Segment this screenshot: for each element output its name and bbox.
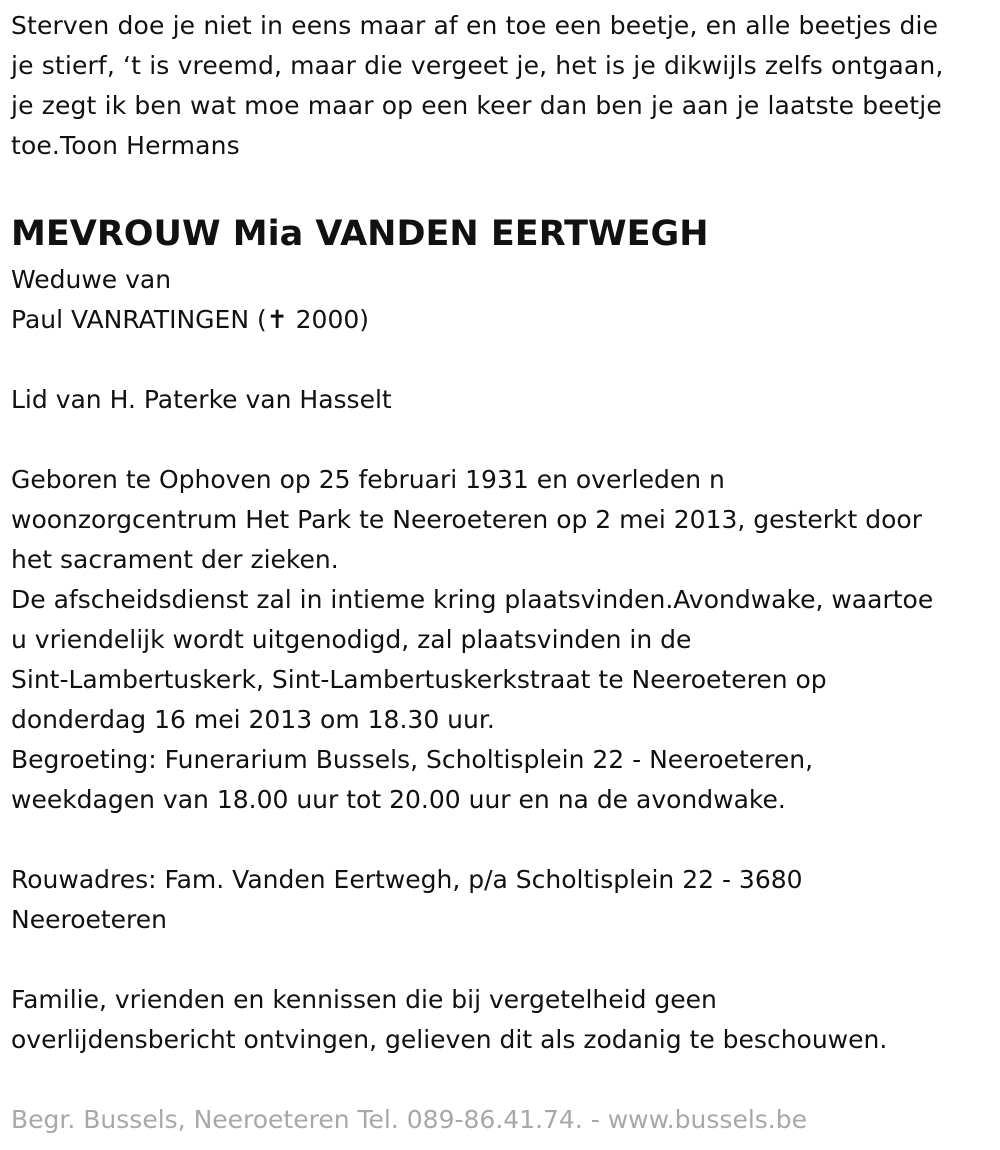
details-line: u vriendelijk wordt uitgenodigd, zal plaatsvinden in de — [11, 625, 692, 654]
address-line: Neeroeteren — [11, 905, 168, 934]
details-line: Begroeting: Funerarium Bussels, Scholtisplein 22 - Neeroeteren, — [11, 745, 814, 774]
notice-line: overlijdensbericht ontvingen, gelieven dit als zodanig te beschouwen. — [11, 1025, 888, 1054]
address-line: Rouwadres: Fam. Vanden Eertwegh, p/a Scholtisplein 22 - 3680 — [11, 865, 803, 894]
details-line: woonzorgcentrum Het Park te Neeroeteren op 2 mei 2013, gesterkt door — [11, 505, 922, 534]
details-line: Sint-Lambertuskerk, Sint-Lambertuskerkstraat te Neeroeteren op — [11, 665, 827, 694]
details-line: De afscheidsdienst zal in intieme kring plaatsvinden.Avondwake, waartoe — [11, 585, 934, 614]
notice-block — [11, 980, 991, 1060]
deceased-name: MEVROUW Mia VANDEN EERTWEGH — [11, 214, 709, 254]
address-block — [11, 860, 991, 940]
spouse-name: Paul VANRATINGEN (✝ 2000) — [11, 305, 370, 334]
footer-contact: Begr. Bussels, Neeroeteren Tel. 089-86.41.74. - www.bussels.be — [11, 1105, 807, 1134]
details-line: het sacrament der zieken. — [11, 545, 339, 574]
obituary-document — [11, 6, 991, 1140]
quote-line: Sterven doe je niet in eens maar af en toe een beetje, en alle beetjes die — [11, 11, 939, 40]
details-line: weekdagen van 18.00 uur tot 20.00 uur en na de avondwake. — [11, 785, 786, 814]
quote-line: toe.Toon Hermans — [11, 131, 240, 160]
details-line: donderdag 16 mei 2013 om 18.30 uur. — [11, 705, 495, 734]
details-block — [11, 460, 991, 820]
membership: Lid van H. Paterke van Hasselt — [11, 385, 392, 414]
quote-line: je stierf, ‘t is vreemd, maar die vergeet je, het is je dikwijls zelfs ontgaan, — [11, 51, 944, 80]
details-line: Geboren te Ophoven op 25 februari 1931 en overleden n — [11, 465, 725, 494]
spouse-block — [11, 260, 991, 340]
quote-block — [11, 6, 991, 166]
notice-line: Familie, vrienden en kennissen die bij vergetelheid geen — [11, 985, 717, 1014]
widow-label: Weduwe van — [11, 265, 172, 294]
quote-line: je zegt ik ben wat moe maar op een keer dan ben je aan je laatste beetje — [11, 91, 942, 120]
